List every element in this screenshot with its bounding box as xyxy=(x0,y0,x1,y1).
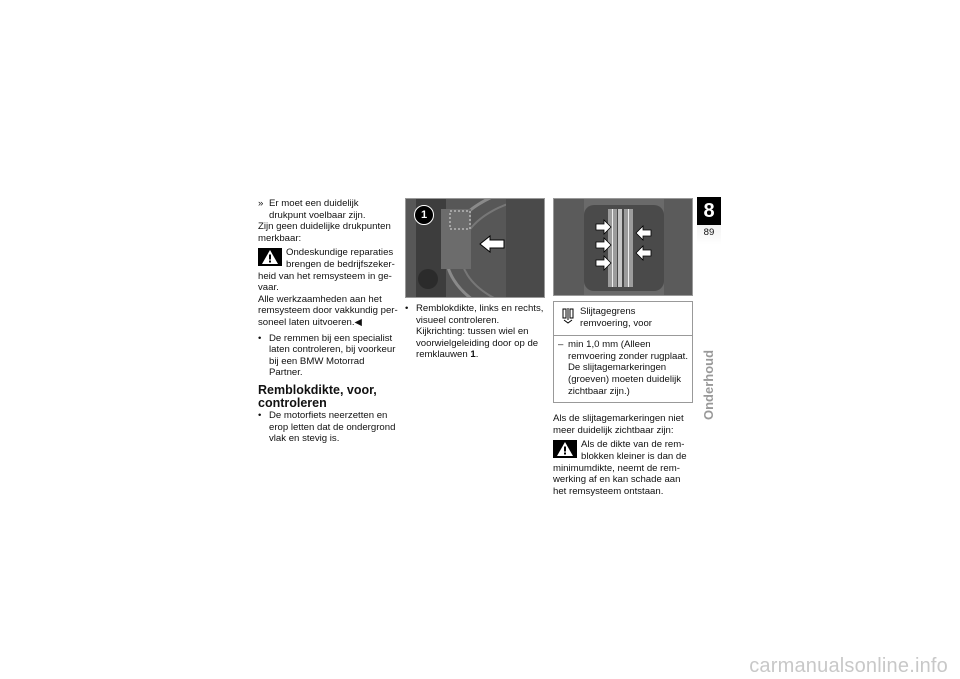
brake-pad-photo xyxy=(553,198,693,296)
bullet-text: Er moet een duidelijk drukpunt voelbaar zijn. xyxy=(269,198,366,221)
bullet-text-main: Remblokdikte, links en rechts, visueel controleren. Kijkrichting: tussen wiel en voorwielgeleiding door op de remklauwen xyxy=(416,303,544,361)
chapter-number: 8 xyxy=(703,200,715,222)
bullet-text: De motorfiets neerzetten en erop letten dat de ondergrond vlak en stevig is. xyxy=(269,409,396,445)
column-2 xyxy=(405,198,545,361)
bullet-result xyxy=(258,198,398,221)
chapter-side-label xyxy=(699,340,719,430)
bullet-text xyxy=(416,303,543,360)
warning-block xyxy=(258,247,398,293)
end-marker: ◀ xyxy=(354,316,362,328)
warning-icon xyxy=(553,440,577,458)
dash-marker: – xyxy=(558,339,564,351)
chapter-name: Onderhoud xyxy=(701,349,717,421)
spec-table xyxy=(553,301,693,403)
result-marker: » xyxy=(258,198,264,209)
spec-title: Slijtagegrens remvoering, voor xyxy=(580,306,652,329)
bullet-marker: • xyxy=(405,303,409,314)
spec-value: min 1,0 mm (Alleen remvoering zonder rugplaat. De slijtagemarkeringen (groeven) moeten duidelijk zichtbaar zijn.) xyxy=(568,339,688,397)
bullet-item xyxy=(258,410,398,445)
paragraph xyxy=(258,294,398,329)
watermark: carmanualsonline.info xyxy=(749,655,948,678)
spec-value-row xyxy=(554,336,692,402)
paragraph-text: Alle werkzaamheden aan het remsysteem door vakkundig personeel laten uitvoeren. xyxy=(258,293,398,328)
chapter-tab xyxy=(697,197,721,245)
warning-text: Ondeskundige reparaties brengen de bedrijfszekerheid van het remsysteem in gevaar. xyxy=(258,247,395,294)
reference-number: 1 xyxy=(470,349,476,361)
warning-text: Als de dikte van de remblokken kleiner is dan de minimumdikte, neemt de remwerking af en kan schade aan het remsysteem ontstaan. xyxy=(553,439,687,497)
bullet-text-end: . xyxy=(475,349,479,361)
arrow-icon xyxy=(479,235,505,253)
bullet-marker: • xyxy=(258,409,262,421)
section-heading: Remblokdikte, voor, controleren xyxy=(258,382,377,410)
page-number: 89 xyxy=(703,227,715,238)
bullet-text: De remmen bij een specialist laten controleren, bij voorkeur bij een BMW Motorrad Partner. xyxy=(269,332,396,379)
warning-icon xyxy=(258,248,282,266)
bullet-item xyxy=(258,333,398,379)
paragraph: Zijn geen duidelijke drukpunten merkbaar: xyxy=(258,221,391,244)
brake-caliper-photo xyxy=(405,198,545,298)
paragraph: Als de slijtagemarkeringen niet meer duidelijk zichtbaar zijn: xyxy=(553,413,684,436)
column-3 xyxy=(553,198,693,497)
bullet-item xyxy=(405,303,545,361)
brake-pad-wear-icon xyxy=(562,308,574,324)
spec-header xyxy=(554,302,692,336)
arrow-icon xyxy=(554,199,693,296)
column-1 xyxy=(258,198,398,445)
bullet-marker: • xyxy=(258,332,262,344)
callout-1: 1 xyxy=(414,205,434,225)
warning-block xyxy=(553,439,693,497)
